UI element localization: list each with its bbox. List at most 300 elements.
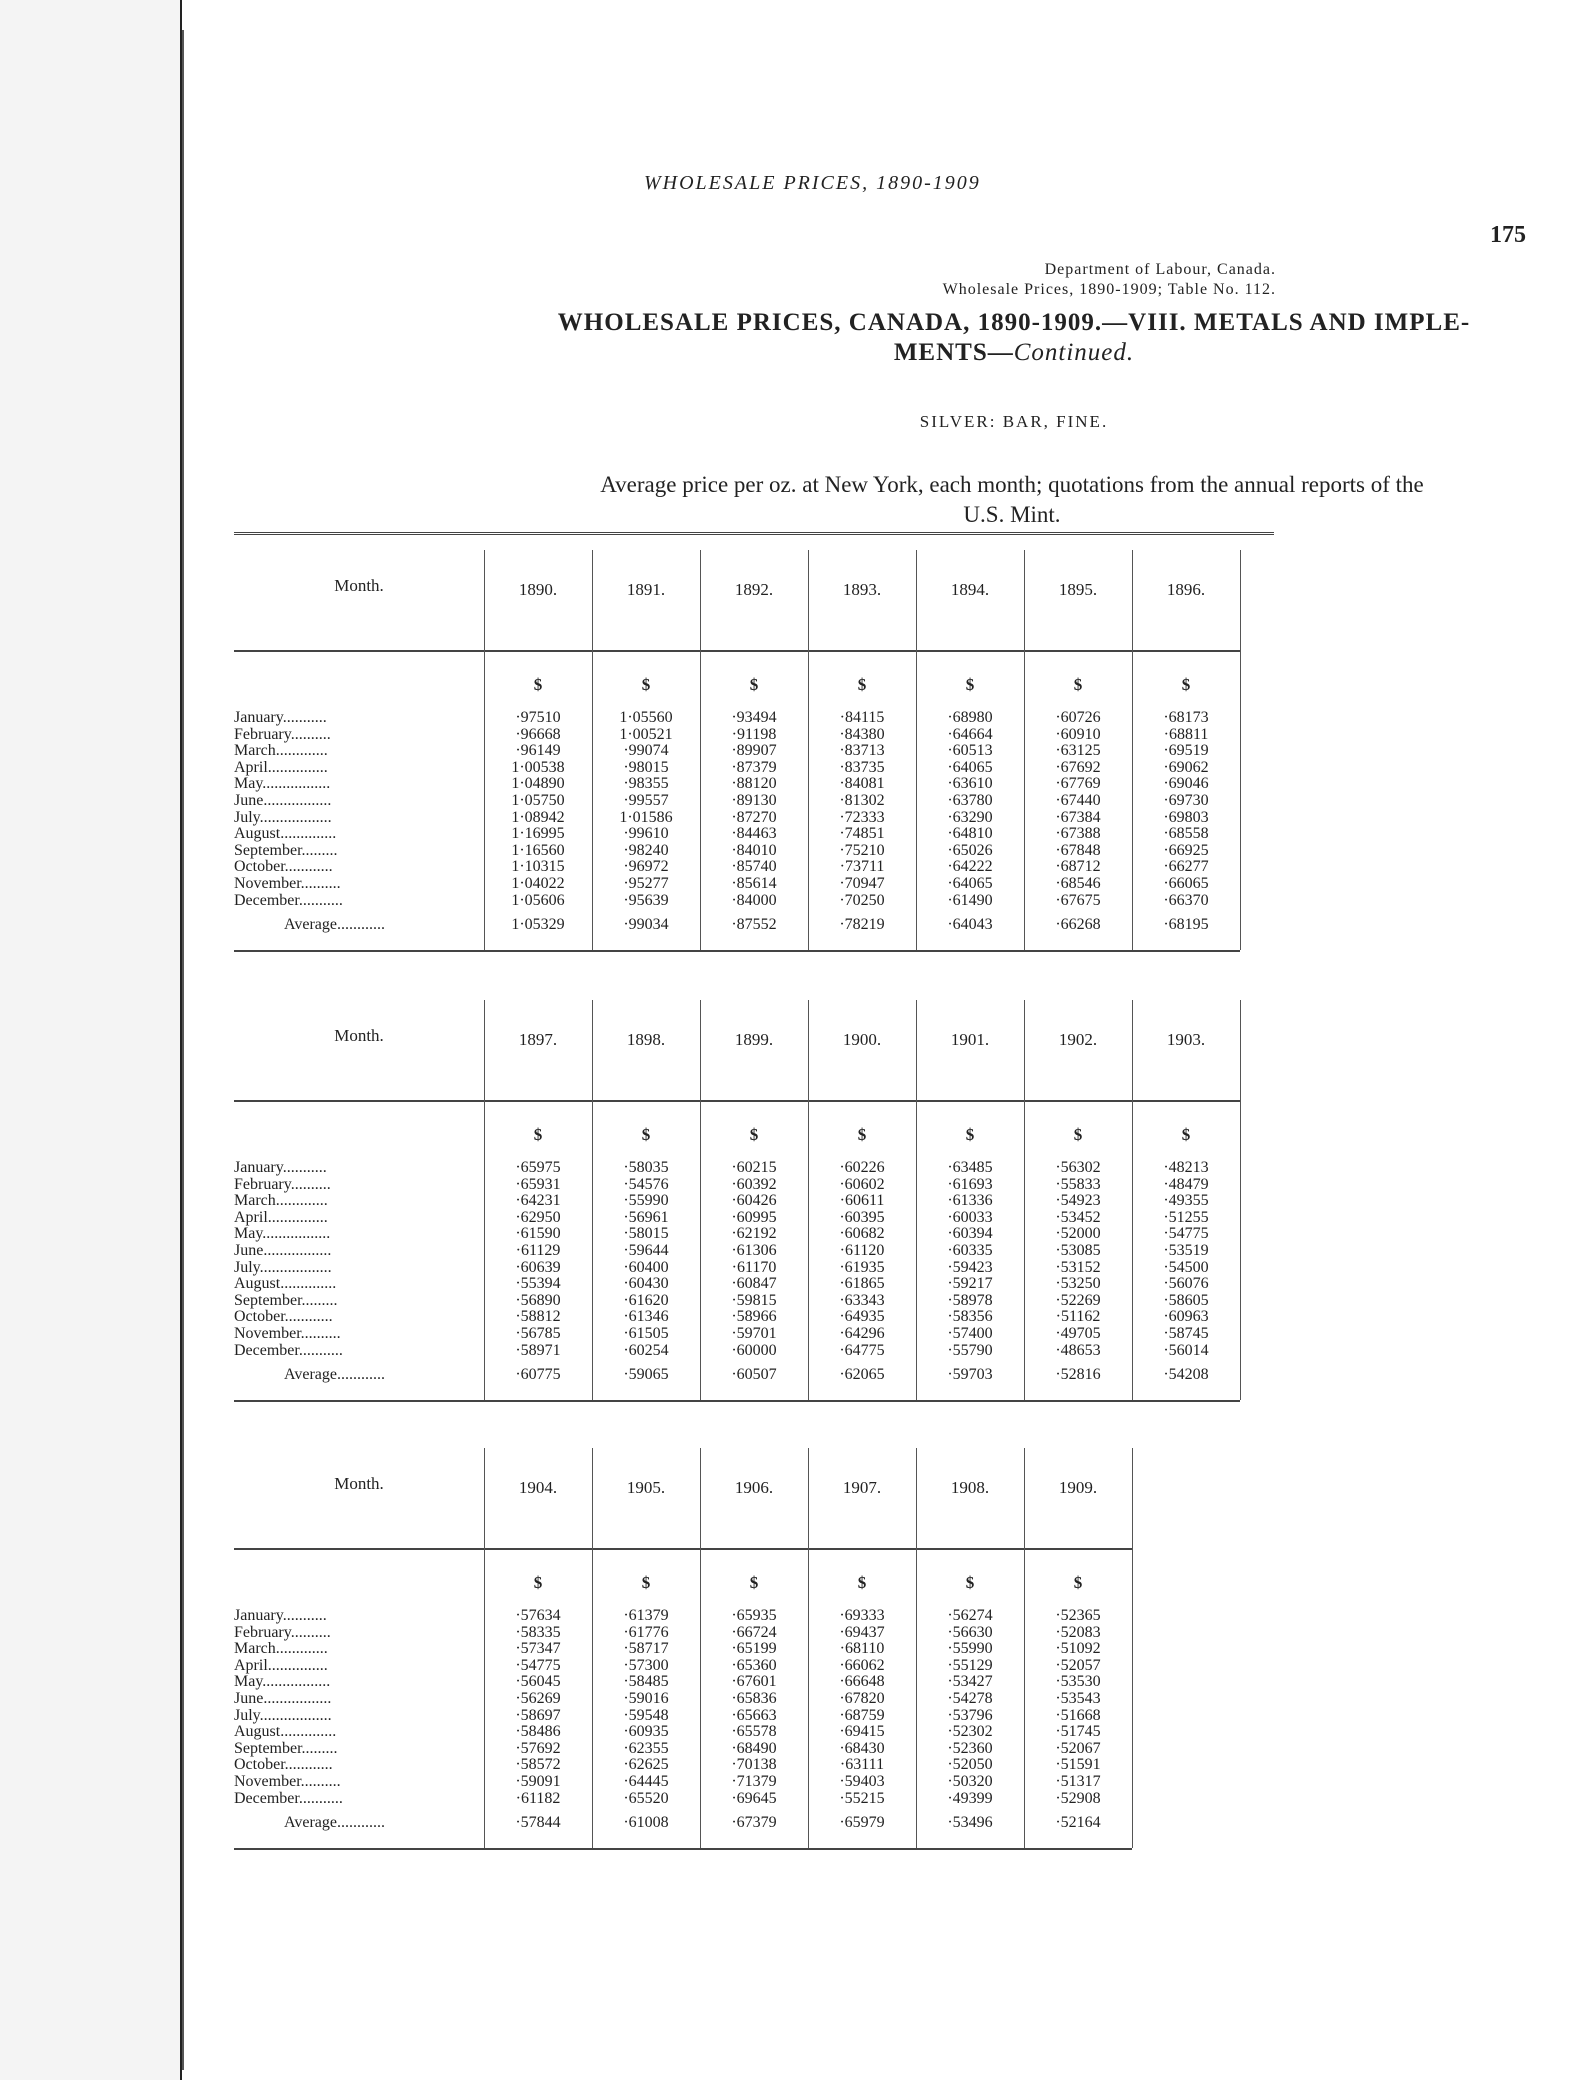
department-reference — [943, 260, 1276, 300]
price-cell: ·84463 — [731, 825, 777, 843]
month-label: December........... — [234, 1790, 343, 1807]
average-value: ·65979 — [839, 1814, 885, 1831]
year-values-column — [1024, 1160, 1132, 1359]
price-cell: ·49399 — [947, 1789, 993, 1807]
department-line-2: Wholesale Prices, 1890-1909; Table No. 112. — [942, 281, 1276, 298]
price-cell: ·88120 — [731, 775, 777, 793]
average-value: ·52164 — [1055, 1814, 1101, 1831]
price-cell: ·68558 — [1163, 825, 1209, 843]
price-cell: ·51745 — [1055, 1723, 1101, 1741]
price-cell: ·65931 — [515, 1175, 561, 1193]
year-values-column — [700, 1160, 808, 1359]
currency-symbol: $ — [1073, 1125, 1083, 1144]
month-label: February.......... — [234, 1624, 331, 1641]
price-cell: ·95639 — [623, 891, 669, 909]
title-continued: Continued. — [1013, 339, 1135, 366]
price-cell: ·60426 — [731, 1192, 777, 1210]
price-cell: ·53519 — [1163, 1241, 1209, 1259]
price-cell: ·65578 — [731, 1723, 777, 1741]
currency-symbol: $ — [1181, 675, 1191, 694]
price-cell: ·70138 — [731, 1756, 777, 1774]
price-cell: ·72333 — [839, 808, 885, 826]
page-title — [504, 308, 1524, 368]
price-cell: ·58605 — [1163, 1291, 1209, 1309]
price-cell: ·96972 — [623, 858, 669, 876]
year-header: 1896. — [1166, 580, 1206, 599]
price-cell: ·51668 — [1055, 1706, 1101, 1724]
year-header: 1900. — [842, 1030, 882, 1049]
year-values-column — [916, 1608, 1024, 1807]
month-label: October............ — [234, 859, 333, 876]
header-rule — [234, 1100, 1240, 1102]
price-cell: ·60400 — [623, 1258, 669, 1276]
price-cell: 1·16995 — [511, 825, 565, 843]
price-cell: ·54775 — [1163, 1225, 1209, 1243]
price-cell: ·60226 — [839, 1159, 885, 1176]
price-cell: ·53530 — [1055, 1673, 1101, 1691]
price-cell: ·68430 — [839, 1739, 885, 1757]
year-header: 1906. — [734, 1478, 774, 1497]
price-cell: ·53452 — [1055, 1208, 1101, 1226]
price-cell: ·58697 — [515, 1706, 561, 1724]
average-value: ·54208 — [1163, 1366, 1209, 1383]
price-cell: ·96149 — [515, 742, 561, 760]
month-label: June................. — [234, 792, 332, 809]
price-cell: ·69730 — [1163, 791, 1209, 809]
price-cell: ·58978 — [947, 1291, 993, 1309]
price-cell: ·60254 — [623, 1341, 669, 1359]
year-header: 1892. — [734, 580, 774, 599]
price-cell: ·53427 — [947, 1673, 993, 1691]
currency-symbol: $ — [641, 675, 651, 694]
year-values-column — [1024, 1608, 1132, 1807]
average-label: Average............ — [284, 916, 385, 933]
price-cell: ·59403 — [839, 1772, 885, 1790]
average-value: ·64043 — [947, 916, 993, 933]
month-labels — [234, 1608, 484, 1807]
price-cell: ·59091 — [515, 1772, 561, 1790]
average-value: ·59703 — [947, 1366, 993, 1383]
price-cell: ·58015 — [623, 1225, 669, 1243]
price-cell: ·57400 — [947, 1324, 993, 1342]
title-line-1: WHOLESALE PRICES, CANADA, 1890-1909.—VIII. METALS AND IMPLE- — [557, 309, 1471, 336]
price-cell: ·60513 — [947, 742, 993, 760]
average-value: ·53496 — [947, 1814, 993, 1831]
price-cell: ·83735 — [839, 758, 885, 776]
price-cell: ·61505 — [623, 1324, 669, 1342]
price-cell: ·59217 — [947, 1275, 993, 1293]
price-cell: ·67388 — [1055, 825, 1101, 843]
price-cell: ·56630 — [947, 1623, 993, 1641]
price-cell: ·67601 — [731, 1673, 777, 1691]
price-cell: ·60392 — [731, 1175, 777, 1193]
month-column-header: Month. — [334, 576, 384, 595]
average-label: Average............ — [284, 1814, 385, 1831]
month-label: July.................. — [234, 1259, 332, 1276]
column-divider — [1240, 1000, 1241, 1400]
average-value: ·68195 — [1163, 916, 1209, 933]
price-cell: ·68110 — [839, 1640, 885, 1658]
title-line-2 — [504, 338, 1524, 368]
price-cell: ·51591 — [1055, 1756, 1101, 1774]
price-cell: ·61490 — [947, 891, 993, 909]
month-column-header: Month. — [334, 1474, 384, 1493]
price-cell: ·56961 — [623, 1208, 669, 1226]
month-label: February.......... — [234, 726, 331, 743]
price-cell: 1·00521 — [619, 725, 673, 743]
average-value: ·60775 — [515, 1366, 561, 1383]
price-cell: ·67820 — [839, 1689, 885, 1707]
price-cell: 1·01586 — [619, 808, 673, 826]
price-cell: ·53152 — [1055, 1258, 1101, 1276]
price-cell: ·57300 — [623, 1656, 669, 1674]
price-cell: ·66648 — [839, 1673, 885, 1691]
price-cell: ·60682 — [839, 1225, 885, 1243]
price-cell: ·60963 — [1163, 1308, 1209, 1326]
price-cell: ·53085 — [1055, 1241, 1101, 1259]
month-label: March............. — [234, 743, 328, 760]
month-label: January........... — [234, 710, 327, 726]
month-label: July.................. — [234, 1707, 332, 1724]
year-header: 1909. — [1058, 1478, 1098, 1497]
price-cell: ·60430 — [623, 1275, 669, 1293]
price-cell: ·66370 — [1163, 891, 1209, 909]
price-cell: ·59644 — [623, 1241, 669, 1259]
price-cell: ·57347 — [515, 1640, 561, 1658]
price-cell: ·59701 — [731, 1324, 777, 1342]
month-label: August.............. — [234, 1276, 337, 1293]
price-cell: ·61865 — [839, 1275, 885, 1293]
year-values-column — [1132, 1160, 1240, 1359]
price-cell: 1·05750 — [511, 791, 565, 809]
price-cell: ·68490 — [731, 1739, 777, 1757]
currency-symbol: $ — [533, 1573, 543, 1592]
year-values-column — [808, 710, 916, 909]
price-cell: ·63290 — [947, 808, 993, 826]
price-cell: ·60935 — [623, 1723, 669, 1741]
table-bottom-rule — [234, 950, 1240, 952]
price-cell: ·67675 — [1055, 891, 1101, 909]
price-cell: ·64231 — [515, 1192, 561, 1210]
year-header: 1895. — [1058, 580, 1098, 599]
price-cell: ·58572 — [515, 1756, 561, 1774]
top-double-rule — [234, 532, 1274, 535]
price-cell: ·61776 — [623, 1623, 669, 1641]
price-cell: ·51162 — [1055, 1308, 1101, 1326]
month-label: April............... — [234, 1209, 328, 1226]
year-values-column — [808, 1160, 916, 1359]
price-cell: ·52067 — [1055, 1739, 1101, 1757]
price-cell: ·48653 — [1055, 1341, 1101, 1359]
price-cell: ·60639 — [515, 1258, 561, 1276]
price-cell: ·84000 — [731, 891, 777, 909]
price-cell: ·71379 — [731, 1772, 777, 1790]
price-cell: ·66724 — [731, 1623, 777, 1641]
average-value: ·60507 — [731, 1366, 777, 1383]
price-cell: ·68712 — [1055, 858, 1101, 876]
average-value: ·78219 — [839, 916, 885, 933]
price-cell: ·60847 — [731, 1275, 777, 1293]
year-values-column — [916, 1160, 1024, 1359]
price-cell: ·64065 — [947, 874, 993, 892]
price-cell: ·62950 — [515, 1208, 561, 1226]
price-cell: ·81302 — [839, 791, 885, 809]
price-cell: ·70947 — [839, 874, 885, 892]
price-cell: ·54923 — [1055, 1192, 1101, 1210]
month-label: January........... — [234, 1160, 327, 1176]
year-values-column — [592, 710, 700, 909]
price-cell: ·60611 — [839, 1192, 885, 1210]
price-cell: ·60033 — [947, 1208, 993, 1226]
price-cell: ·61336 — [947, 1192, 993, 1210]
month-label: January........... — [234, 1608, 327, 1624]
price-cell: ·57634 — [515, 1607, 561, 1624]
price-cell: ·63485 — [947, 1159, 993, 1176]
year-header: 1891. — [626, 580, 666, 599]
year-header: 1893. — [842, 580, 882, 599]
price-cell: ·51092 — [1055, 1640, 1101, 1658]
price-cell: ·60335 — [947, 1241, 993, 1259]
price-cell: 1·10315 — [511, 858, 565, 876]
year-values-column — [808, 1608, 916, 1807]
price-cell: ·93494 — [731, 709, 777, 726]
currency-symbol: $ — [749, 1573, 759, 1592]
price-cell: ·61120 — [839, 1241, 885, 1259]
price-cell: ·63780 — [947, 791, 993, 809]
price-cell: ·56302 — [1055, 1159, 1101, 1176]
price-cell: ·56045 — [515, 1673, 561, 1691]
month-label: May................. — [234, 1674, 331, 1691]
price-cell: ·48479 — [1163, 1175, 1209, 1193]
price-cell: ·68811 — [1163, 725, 1209, 743]
price-cell: ·49705 — [1055, 1324, 1101, 1342]
price-cell: ·58717 — [623, 1640, 669, 1658]
price-cell: ·95277 — [623, 874, 669, 892]
price-cell: ·85740 — [731, 858, 777, 876]
price-cell: ·58486 — [515, 1723, 561, 1741]
currency-symbol: $ — [749, 1125, 759, 1144]
year-header: 1904. — [518, 1478, 558, 1497]
year-values-column — [484, 1160, 592, 1359]
price-cell: ·65935 — [731, 1607, 777, 1624]
price-cell: ·55990 — [947, 1640, 993, 1658]
price-cell: ·98015 — [623, 758, 669, 776]
price-cell: ·58335 — [515, 1623, 561, 1641]
price-cell: ·54500 — [1163, 1258, 1209, 1276]
month-label: April............... — [234, 1657, 328, 1674]
price-cell: ·58966 — [731, 1308, 777, 1326]
price-cell: ·61379 — [623, 1607, 669, 1624]
price-cell: ·69645 — [731, 1789, 777, 1807]
price-cell: 1·05560 — [619, 709, 673, 726]
header-rule — [234, 650, 1240, 652]
price-cell: 1·16560 — [511, 841, 565, 859]
price-cell: 1·08942 — [511, 808, 565, 826]
price-cell: ·99074 — [623, 742, 669, 760]
price-cell: ·61129 — [515, 1241, 561, 1259]
average-value: ·87552 — [731, 916, 777, 933]
price-cell: ·63111 — [839, 1756, 885, 1774]
price-cell: ·56076 — [1163, 1275, 1209, 1293]
month-labels — [234, 710, 484, 909]
price-cell: ·68546 — [1055, 874, 1101, 892]
year-header: 1898. — [626, 1030, 666, 1049]
price-cell: ·70250 — [839, 891, 885, 909]
price-cell: ·69803 — [1163, 808, 1209, 826]
currency-symbol: $ — [965, 675, 975, 694]
price-cell: ·66277 — [1163, 858, 1209, 876]
price-cell: ·59548 — [623, 1706, 669, 1724]
price-cell: ·67769 — [1055, 775, 1101, 793]
price-cell: ·61693 — [947, 1175, 993, 1193]
price-cell: ·98355 — [623, 775, 669, 793]
price-cell: ·60000 — [731, 1341, 777, 1359]
year-values-column — [916, 710, 1024, 909]
price-cell: ·61620 — [623, 1291, 669, 1309]
page — [182, 30, 1544, 2070]
currency-symbol: $ — [533, 1125, 543, 1144]
price-cell: ·84115 — [839, 709, 885, 726]
average-value: ·99034 — [623, 916, 669, 933]
price-cell: ·51255 — [1163, 1208, 1209, 1226]
price-cell: ·55833 — [1055, 1175, 1101, 1193]
month-label: October............ — [234, 1757, 333, 1774]
description-line-2: U.S. Mint. — [963, 502, 1061, 527]
month-label: October............ — [234, 1309, 333, 1326]
currency-symbol: $ — [749, 675, 759, 694]
price-cell: ·56269 — [515, 1689, 561, 1707]
month-label: May................. — [234, 776, 331, 793]
price-cell: ·68980 — [947, 709, 993, 726]
department-line-1: Department of Labour, Canada. — [1044, 261, 1276, 278]
price-cell: 1·04022 — [511, 874, 565, 892]
price-cell: ·58035 — [623, 1159, 669, 1176]
price-cell: ·54278 — [947, 1689, 993, 1707]
price-cell: ·99557 — [623, 791, 669, 809]
price-cell: ·61182 — [515, 1789, 561, 1807]
price-cell: ·56890 — [515, 1291, 561, 1309]
price-cell: ·52057 — [1055, 1656, 1101, 1674]
price-cell: ·57692 — [515, 1739, 561, 1757]
price-cell: ·60602 — [839, 1175, 885, 1193]
currency-symbol: $ — [1073, 1573, 1083, 1592]
price-cell: ·69046 — [1163, 775, 1209, 793]
month-label: July.................. — [234, 809, 332, 826]
year-header: 1903. — [1166, 1030, 1206, 1049]
month-label: August.............. — [234, 826, 337, 843]
price-cell: ·87379 — [731, 758, 777, 776]
price-cell: ·61306 — [731, 1241, 777, 1259]
year-values-column — [1024, 710, 1132, 909]
year-header: 1905. — [626, 1478, 666, 1497]
average-label: Average............ — [284, 1366, 385, 1383]
title-line-2-text: MENTS— — [893, 339, 1014, 366]
table-bottom-rule — [234, 1848, 1132, 1850]
price-cell: ·58745 — [1163, 1324, 1209, 1342]
month-column-header: Month. — [334, 1026, 384, 1045]
price-cell: ·55215 — [839, 1789, 885, 1807]
price-cell: ·68173 — [1163, 709, 1209, 726]
average-value: ·61008 — [623, 1814, 669, 1831]
price-cell: ·53250 — [1055, 1275, 1101, 1293]
average-value: 1·05329 — [511, 916, 565, 933]
price-cell: ·66065 — [1163, 874, 1209, 892]
price-cell: ·65199 — [731, 1640, 777, 1658]
month-label: August.............. — [234, 1724, 337, 1741]
price-cell: 1·00538 — [511, 758, 565, 776]
price-cell: ·52360 — [947, 1739, 993, 1757]
price-cell: ·65026 — [947, 841, 993, 859]
price-cell: ·64810 — [947, 825, 993, 843]
price-cell: ·84010 — [731, 841, 777, 859]
table-description — [500, 470, 1524, 530]
price-cell: ·56785 — [515, 1324, 561, 1342]
currency-symbol: $ — [1181, 1125, 1191, 1144]
price-cell: ·83713 — [839, 742, 885, 760]
price-cell: 1·04890 — [511, 775, 565, 793]
average-value: ·52816 — [1055, 1366, 1101, 1383]
currency-symbol: $ — [1073, 675, 1083, 694]
year-header: 1908. — [950, 1478, 990, 1497]
price-cell: ·61590 — [515, 1225, 561, 1243]
price-cell: ·52083 — [1055, 1623, 1101, 1641]
price-cell: ·48213 — [1163, 1159, 1209, 1176]
year-header: 1899. — [734, 1030, 774, 1049]
price-cell: ·89130 — [731, 791, 777, 809]
year-header: 1897. — [518, 1030, 558, 1049]
month-label: November.......... — [234, 1325, 341, 1342]
price-cell: ·66925 — [1163, 841, 1209, 859]
price-cell: ·65975 — [515, 1159, 561, 1176]
year-header: 1902. — [1058, 1030, 1098, 1049]
month-label: September......... — [234, 1740, 338, 1757]
price-cell: ·85614 — [731, 874, 777, 892]
month-label: November.......... — [234, 1773, 341, 1790]
average-value: ·67379 — [731, 1814, 777, 1831]
price-cell: ·67692 — [1055, 758, 1101, 776]
price-cell: ·62355 — [623, 1739, 669, 1757]
price-table-block — [234, 1438, 1132, 1878]
price-cell: 1·05606 — [511, 891, 565, 909]
month-label: May................. — [234, 1226, 331, 1243]
price-cell: ·63125 — [1055, 742, 1101, 760]
month-label: December........... — [234, 1342, 343, 1359]
page-number: 175 — [1490, 222, 1526, 248]
price-cell: ·54576 — [623, 1175, 669, 1193]
price-cell: ·58485 — [623, 1673, 669, 1691]
price-cell: ·61346 — [623, 1308, 669, 1326]
price-cell: ·65663 — [731, 1706, 777, 1724]
price-cell: ·49355 — [1163, 1192, 1209, 1210]
price-cell: ·87270 — [731, 808, 777, 826]
price-cell: ·98240 — [623, 841, 669, 859]
price-cell: ·64296 — [839, 1324, 885, 1342]
month-label: February.......... — [234, 1176, 331, 1193]
price-cell: ·59016 — [623, 1689, 669, 1707]
price-cell: ·64222 — [947, 858, 993, 876]
price-cell: ·62192 — [731, 1225, 777, 1243]
currency-symbol: $ — [965, 1125, 975, 1144]
price-cell: ·67384 — [1055, 808, 1101, 826]
price-table-block — [234, 540, 1240, 980]
price-cell: ·73711 — [839, 858, 885, 876]
price-cell: ·65836 — [731, 1689, 777, 1707]
year-header: 1907. — [842, 1478, 882, 1497]
price-cell: ·58812 — [515, 1308, 561, 1326]
description-line-1: Average price per oz. at New York, each month; quotations from the annual reports of the — [600, 472, 1424, 497]
average-value: ·66268 — [1055, 916, 1101, 933]
price-cell: ·59815 — [731, 1291, 777, 1309]
